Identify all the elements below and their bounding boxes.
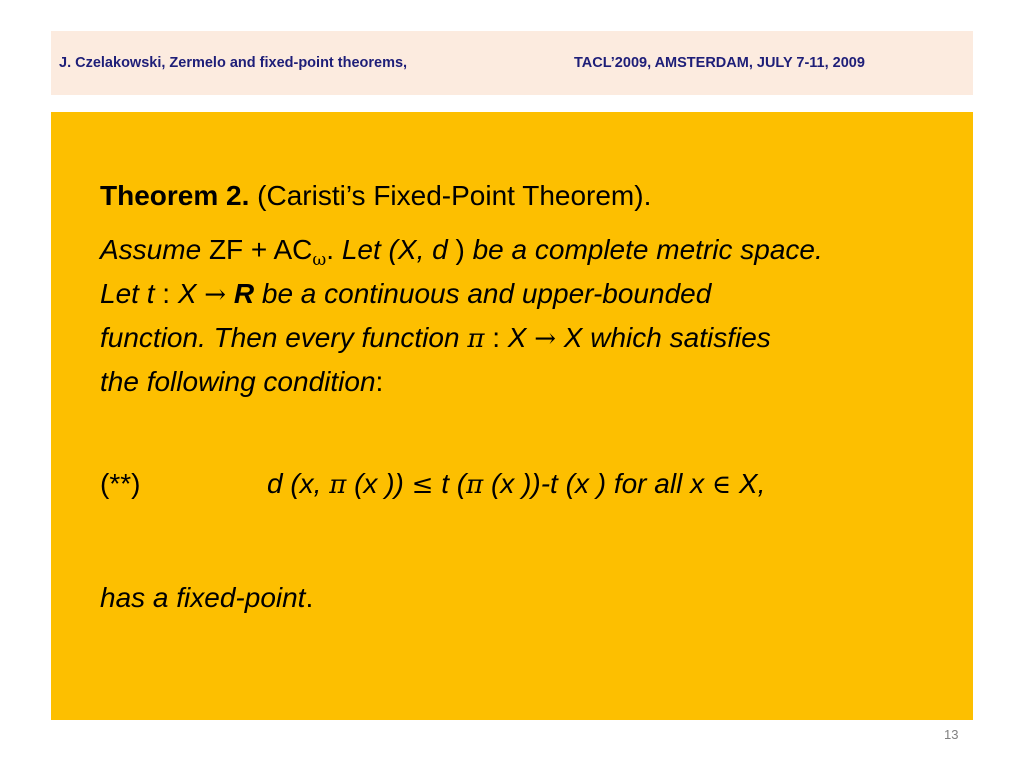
theorem-body xyxy=(100,174,960,620)
let-t-text: Let t xyxy=(100,278,155,309)
comma-text: , xyxy=(416,234,433,265)
condition-part: X, xyxy=(731,468,766,499)
colon-text: : xyxy=(484,322,508,353)
arrow-symbol: → xyxy=(204,280,227,310)
period-text: . xyxy=(326,234,342,265)
colon-text: : xyxy=(154,278,178,309)
continuous-text: be a continuous and upper-bounded xyxy=(254,278,712,309)
condition-part: t ( xyxy=(433,468,467,499)
function-text: function. Then every function xyxy=(100,322,468,353)
x-var: X xyxy=(507,322,535,353)
less-equal-symbol: ≤ xyxy=(411,470,434,500)
spacer xyxy=(100,506,960,576)
condition-line xyxy=(100,462,960,506)
satisfies-text: X which satisfies xyxy=(556,322,771,353)
zf-ac-text: ZF + AC xyxy=(208,234,313,265)
d-var: d xyxy=(432,234,448,265)
omega-subscript: ω xyxy=(312,250,327,270)
slide-header xyxy=(51,31,973,95)
theorem-title xyxy=(100,174,960,228)
period-text: . xyxy=(305,582,314,613)
statement-line-1 xyxy=(100,228,960,272)
content-panel xyxy=(51,112,973,720)
let-text: Let ( xyxy=(341,234,398,265)
assume-text: Assume xyxy=(100,234,209,265)
spacer xyxy=(100,404,960,462)
pi-symbol: π xyxy=(466,470,484,500)
condition-part: (x )) xyxy=(346,468,412,499)
statement-line-4 xyxy=(100,360,960,404)
theorem-name: (Caristi’s Fixed-Point Theorem). xyxy=(249,180,652,211)
r-var: R xyxy=(226,278,255,309)
page-number: 13 xyxy=(944,727,959,742)
conclusion-line xyxy=(100,576,960,620)
metric-space-text: be a complete metric space. xyxy=(472,234,823,265)
header-author-title: J. Czelakowski, Zermelo and fixed-point theorems, xyxy=(59,55,408,71)
x-var: X xyxy=(397,234,417,265)
condition-tag: (**) xyxy=(100,468,141,499)
condition-part: d (x, xyxy=(267,468,330,499)
arrow-symbol: → xyxy=(534,324,557,354)
theorem-label: Theorem 2. xyxy=(100,180,250,211)
pi-symbol: π xyxy=(467,324,485,354)
pi-symbol: π xyxy=(329,470,347,500)
header-conference: TACL’2009, AMSTERDAM, JULY 7-11, 2009 xyxy=(574,55,865,71)
element-of-symbol: ∈ xyxy=(711,470,732,500)
close-paren: ) xyxy=(447,234,473,265)
colon-text: : xyxy=(375,366,384,397)
condition-intro-text: the following condition xyxy=(100,366,376,397)
condition-part: (x ))-t (x ) for all x xyxy=(483,468,712,499)
x-var: X xyxy=(177,278,205,309)
statement-line-3 xyxy=(100,316,960,360)
statement-line-2 xyxy=(100,272,960,316)
conclusion-text: has a fixed-point xyxy=(100,582,306,613)
